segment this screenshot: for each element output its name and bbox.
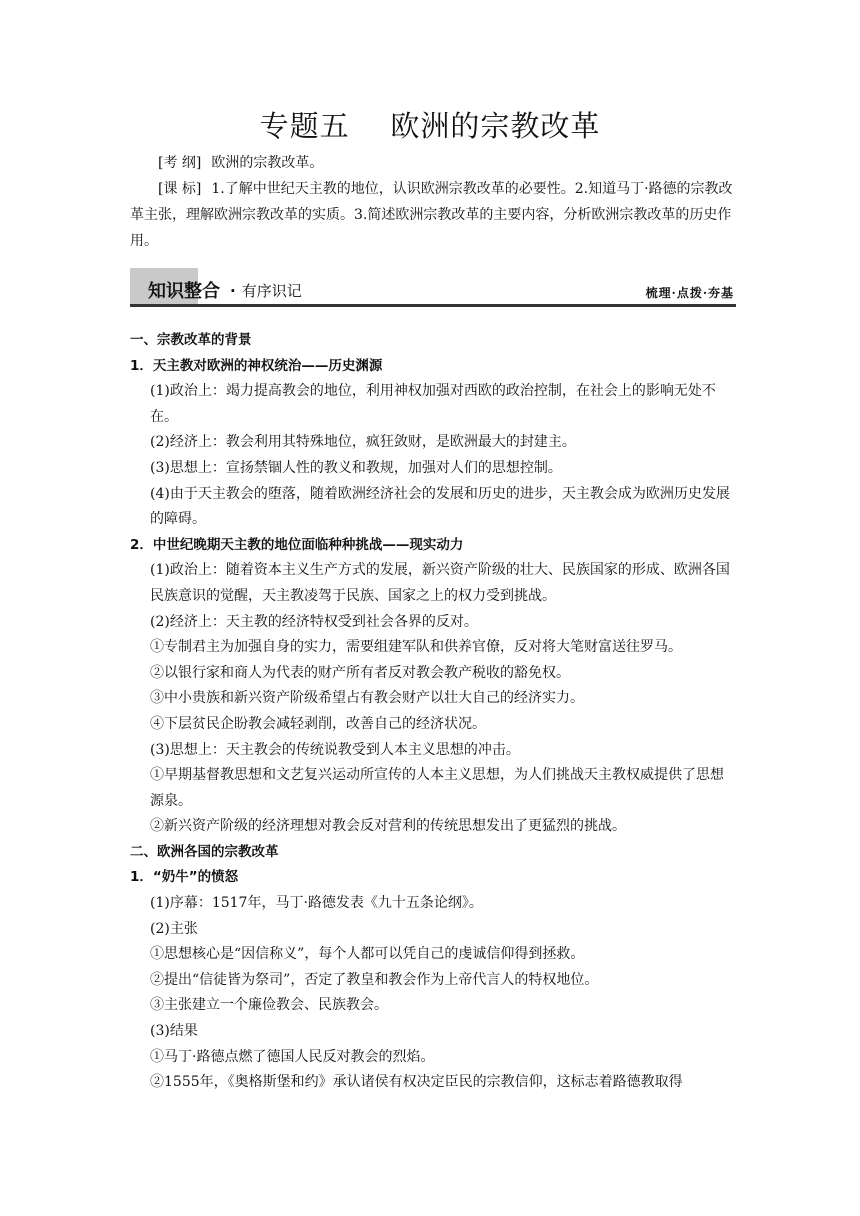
paragraph-line: ①马丁·路德点燃了德国人民反对教会的烈焰。 — [150, 1048, 435, 1065]
paragraph-line: (2)主张 — [150, 920, 198, 937]
paragraph-line: ①早期基督教思想和文艺复兴运动所宣传的人本主义思想，为人们挑战天主教权威提供了思想源泉。 — [150, 767, 724, 809]
kebiao-line — [130, 176, 736, 254]
banner-label: 知识整合 — [148, 281, 220, 302]
paragraph-line: ①思想核心是“因信称义”，每个人都可以凭自己的虔诚信仰得到拯救。 — [150, 946, 585, 963]
paragraph-line: (3)思想上：宣扬禁锢人性的教义和教规，加强对人们的思想控制。 — [150, 459, 562, 476]
banner-sub-text: 有序识记 — [241, 282, 302, 300]
subsection-heading: 2．中世纪晚期天主教的地位面临种种挑战——现实动力 — [130, 536, 464, 553]
paragraph-line: (3)结果 — [150, 1023, 198, 1040]
intro-section — [130, 150, 736, 254]
paragraph-line: ②新兴资产阶级的经济理想对教会反对营利的传统思想发出了更猛烈的挑战。 — [150, 818, 626, 835]
paragraph-line: ④下层贫民企盼教会减轻剥削，改善自己的经济状况。 — [150, 715, 486, 732]
subsection-heading: 1．“奶牛”的愤怒 — [130, 869, 239, 886]
section-heading: 二、欧洲各国的宗教改革 — [130, 843, 279, 860]
section-banner — [130, 268, 736, 310]
kebiao-label: [课 标] — [158, 181, 202, 197]
banner-right-label: 梳理·点拨·夯基 — [645, 286, 734, 300]
paragraph-line: (1)序幕：1517年，马丁·路德发表《九十五条论纲》。 — [150, 895, 483, 912]
paragraph-line: (2)经济上：天主教的经济特权受到社会各界的反对。 — [150, 613, 478, 630]
paragraph-line: ②1555年，《奥格斯堡和约》承认诸侯有权决定臣民的宗教信仰，这标志着路德教取得 — [150, 1074, 683, 1091]
banner-subtitle — [230, 280, 302, 301]
kaogang-line — [130, 150, 736, 176]
kaogang-text: 欧洲的宗教改革。 — [211, 155, 324, 171]
document-title: 专题五 欧洲的宗教改革 — [259, 109, 601, 143]
paragraph-line: ③主张建立一个廉俭教会、民族教会。 — [150, 997, 388, 1014]
paragraph-line: ③中小贵族和新兴资产阶级希望占有教会财产以壮大自己的经济实力。 — [150, 690, 584, 707]
kaogang-label: [考 纲] — [158, 155, 202, 171]
paragraph-line: (1)政治上：随着资本主义生产方式的发展，新兴资产阶级的壮大、民族国家的形成、欧洲各国民族意识的觉醒，天主教凌驾于民族、国家之上的权力受到挑战。 — [150, 562, 730, 604]
section-heading: 一、宗教改革的背景 — [130, 332, 252, 348]
document-body — [130, 328, 736, 1096]
paragraph-line: ②以银行家和商人为代表的财产所有者反对教会教产税收的豁免权。 — [150, 664, 570, 681]
paragraph-line: ②提出“信徒皆为祭司”，否定了教皇和教会作为上帝代言人的特权地位。 — [150, 971, 599, 988]
paragraph-line: (2)经济上：教会利用其特殊地位，疯狂敛财，是欧洲最大的封建主。 — [150, 434, 576, 451]
kebiao-text: 1.了解中世纪天主教的地位，认识欧洲宗教改革的必要性。2.知道马丁·路德的宗教改革主张，理解欧洲宗教改革的实质。3.简述欧洲宗教改革的主要内容，分析欧洲宗教改革的历史作用。 — [130, 181, 733, 249]
subsection-heading: 1．天主教对欧洲的神权统治——历史渊源 — [130, 357, 383, 374]
paragraph-line: (4)由于天主教会的堕落，随着欧洲经济社会的发展和历史的进步，天主教会成为欧洲历史发展的障碍。 — [150, 485, 730, 528]
banner-rule — [130, 304, 736, 307]
banner-dot: · — [230, 282, 236, 300]
paragraph-line: (1)政治上：竭力提高教会的地位，利用神权加强对西欧的政治控制，在社会上的影响无处不在。 — [150, 383, 716, 425]
paragraph-line: (3)思想上：天主教会的传统说教受到人本主义思想的冲击。 — [150, 741, 520, 758]
paragraph-line: ①专制君主为加强自身的实力，需要组建军队和供养官僚，反对将大笔财富送往罗马。 — [150, 639, 682, 656]
